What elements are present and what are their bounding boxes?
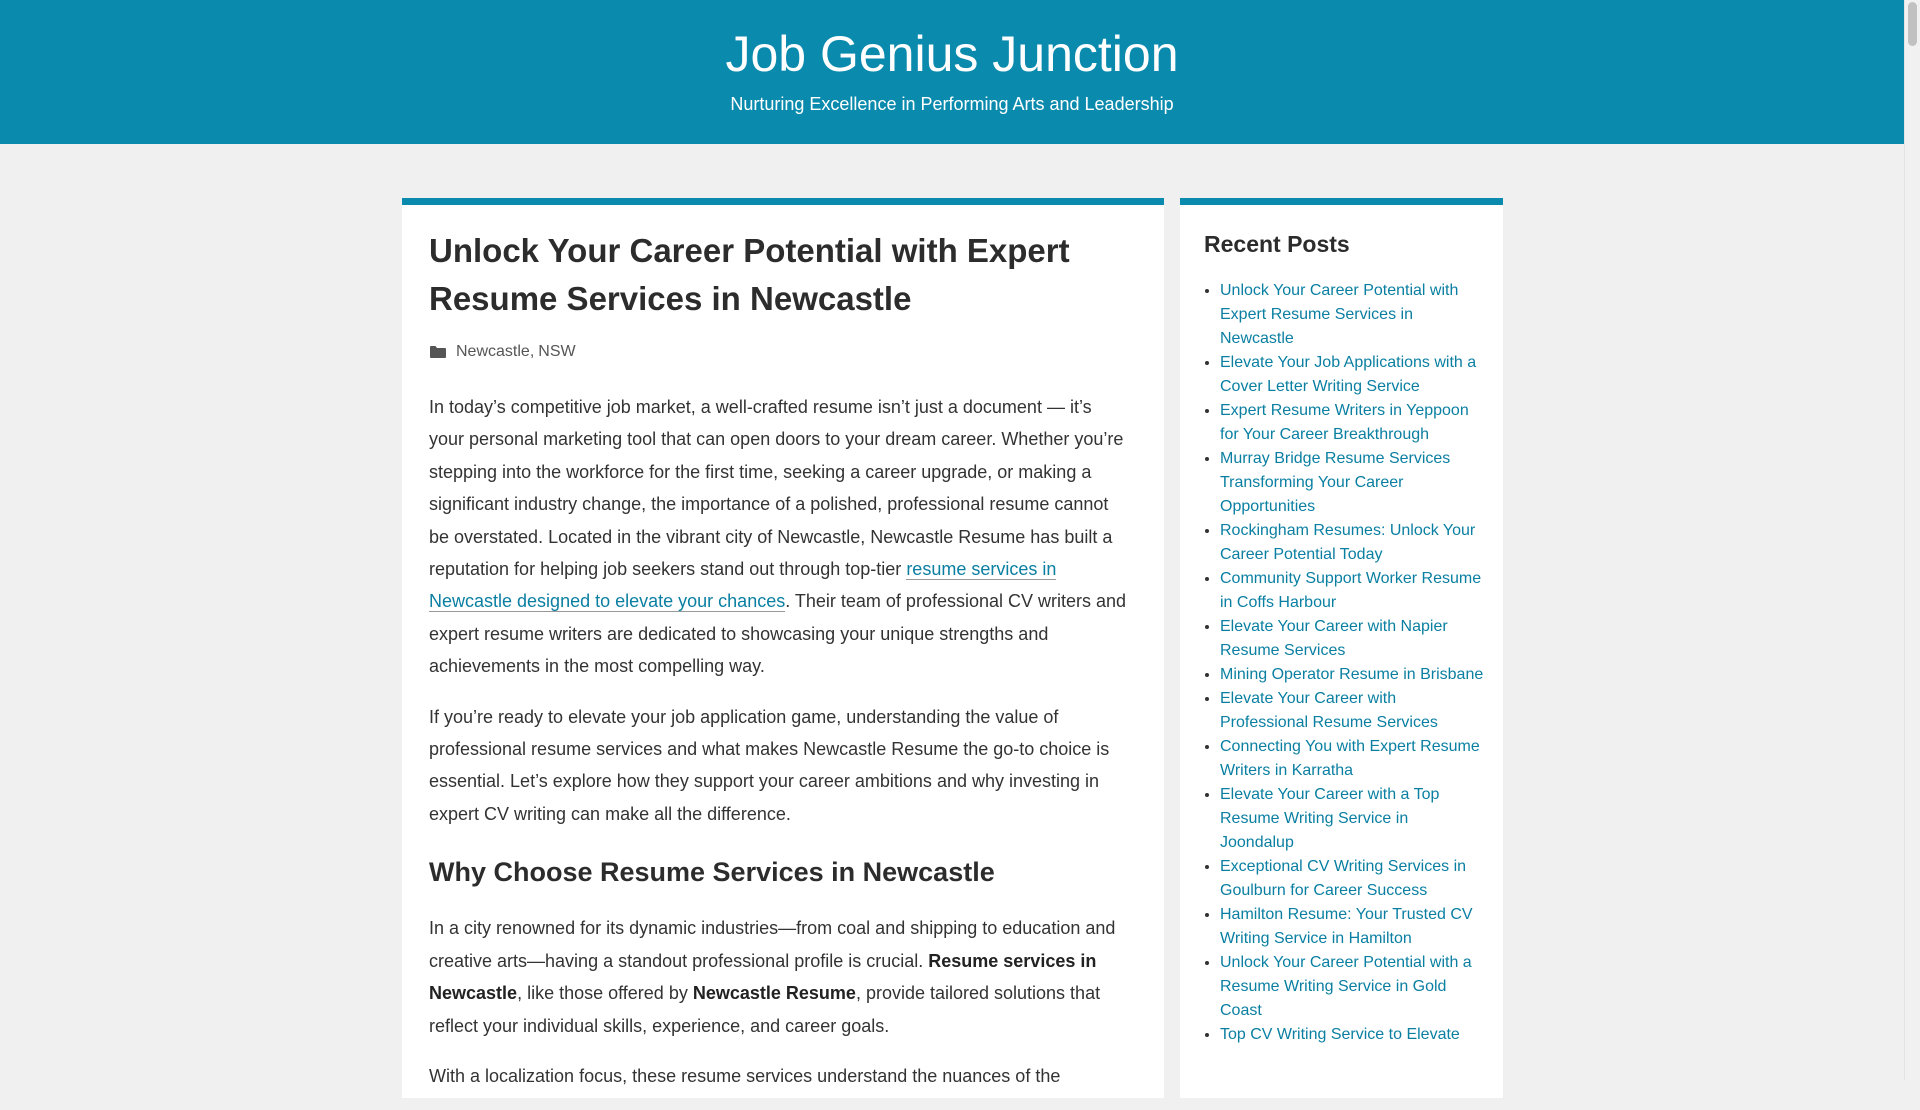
- recent-post-link[interactable]: Elevate Your Job Applications with a Cover Letter Writing Service: [1220, 354, 1477, 395]
- section-heading: Why Choose Resume Services in Newcastle: [429, 857, 995, 888]
- page-scrollbar[interactable]: [1904, 0, 1920, 1080]
- category-separator: ,: [529, 343, 535, 360]
- paragraph-3: [429, 912, 1129, 1042]
- list-item: [1220, 783, 1484, 855]
- recent-post-link[interactable]: Top CV Writing Service to Elevate: [1220, 1026, 1460, 1043]
- list-item: [1220, 735, 1484, 783]
- article-inner: [429, 227, 1129, 1110]
- bold-text: Newcastle Resume: [692, 983, 856, 1004]
- paragraph-2: If you’re ready to elevate your job application game, understanding the value of professional resume services and what makes Newcastle Resume the go-to choice is essential. Let’s explore how they support your career ambitions and why investing in expert CV writing can make all the difference.: [429, 706, 1110, 824]
- paragraph-text: , provide tailored solutions that reflect your individual skills, experience, and career goals.: [429, 983, 1101, 1036]
- paragraph-intro: [429, 391, 1129, 683]
- list-item: [1220, 663, 1484, 687]
- post-title: Unlock Your Career Potential with Expert Resume Services in Newcastle: [429, 232, 1070, 317]
- resume-services-link[interactable]: resume services in Newcastle designed to elevate your chances: [429, 559, 1057, 612]
- recent-post-link[interactable]: Elevate Your Career with Professional Resume Services: [1220, 690, 1438, 731]
- article-card: [402, 198, 1164, 1098]
- category-link-nsw[interactable]: NSW: [538, 343, 576, 360]
- list-item: [1220, 567, 1484, 615]
- site-title[interactable]: Job Genius Junction: [725, 26, 1179, 82]
- recent-post-link[interactable]: Rockingham Resumes: Unlock Your Career Potential Today: [1220, 522, 1476, 563]
- recent-post-link[interactable]: Elevate Your Career with a Top Resume Writing Service in Joondalup: [1220, 786, 1440, 851]
- bold-text: Resume services in Newcastle: [429, 950, 1097, 1004]
- post-content: [429, 391, 1129, 1092]
- list-item: [1220, 615, 1484, 663]
- recent-post-link[interactable]: Murray Bridge Resume Services Transforming Your Career Opportunities: [1220, 450, 1451, 515]
- recent-post-link[interactable]: Unlock Your Career Potential with a Resume Writing Service in Gold Coast: [1220, 954, 1472, 1019]
- list-item: [1220, 951, 1484, 1023]
- list-item: [1220, 279, 1484, 351]
- paragraph-text: . Their team of professional CV writers and expert resume writers are dedicated to showcasing your unique strengths and achievements in the most compelling way.: [429, 591, 1127, 677]
- list-item: [1220, 519, 1484, 567]
- recent-post-link[interactable]: Expert Resume Writers in Yeppoon for Your Career Breakthrough: [1220, 402, 1469, 443]
- paragraph-text: , like those offered by: [517, 983, 693, 1004]
- list-item: [1220, 351, 1484, 399]
- recent-posts-list: [1204, 279, 1484, 1047]
- recent-posts-widget: [1204, 227, 1484, 1047]
- recent-post-link[interactable]: Hamilton Resume: Your Trusted CV Writing Service in Hamilton: [1220, 906, 1473, 947]
- site-tagline: Nurturing Excellence in Performing Arts and Leadership: [730, 94, 1174, 114]
- list-item: [1220, 1023, 1484, 1047]
- scrollbar-thumb[interactable]: [1908, 2, 1917, 46]
- recent-post-link[interactable]: Exceptional CV Writing Services in Goulburn for Career Success: [1220, 858, 1467, 899]
- list-item: [1220, 903, 1484, 951]
- recent-post-link[interactable]: Connecting You with Expert Resume Writers in Karratha: [1220, 738, 1480, 779]
- recent-post-link[interactable]: Elevate Your Career with Napier Resume Services: [1220, 618, 1448, 659]
- folder-icon: [429, 345, 447, 359]
- list-item: [1220, 447, 1484, 519]
- list-item: [1220, 399, 1484, 447]
- site-header: [0, 0, 1904, 144]
- recent-post-link[interactable]: Unlock Your Career Potential with Expert Resume Services in Newcastle: [1220, 282, 1459, 347]
- paragraph-4: With a localization focus, these resume services understand the nuances of the: [429, 1065, 1061, 1086]
- sidebar: [1180, 198, 1503, 1098]
- list-item: [1220, 855, 1484, 903]
- category-link-newcastle[interactable]: Newcastle: [456, 343, 530, 360]
- paragraph-text: In a city renowned for its dynamic industries—from coal and shipping to education and creative arts—having a standout professional profile is crucial.: [429, 918, 1116, 971]
- paragraph-text: In today’s competitive job market, a well-crafted resume isn’t just a document — it’s your personal marketing tool that can open doors to your dream career. Whether you’re stepping into the workforce for the first time, seeking a career upgrade, or making a significant industry change, the importance of a polished, professional resume cannot be overstated. Located in the vibrant city of Newcastle, Newcastle Resume has built a reputation for helping job seekers stand out through top-tier: [429, 397, 1124, 580]
- recent-post-link[interactable]: Mining Operator Resume in Brisbane: [1220, 666, 1484, 683]
- widget-title: Recent Posts: [1204, 231, 1350, 257]
- recent-post-link[interactable]: Community Support Worker Resume in Coffs Harbour: [1220, 570, 1482, 611]
- post-categories: [429, 339, 1129, 365]
- list-item: [1220, 687, 1484, 735]
